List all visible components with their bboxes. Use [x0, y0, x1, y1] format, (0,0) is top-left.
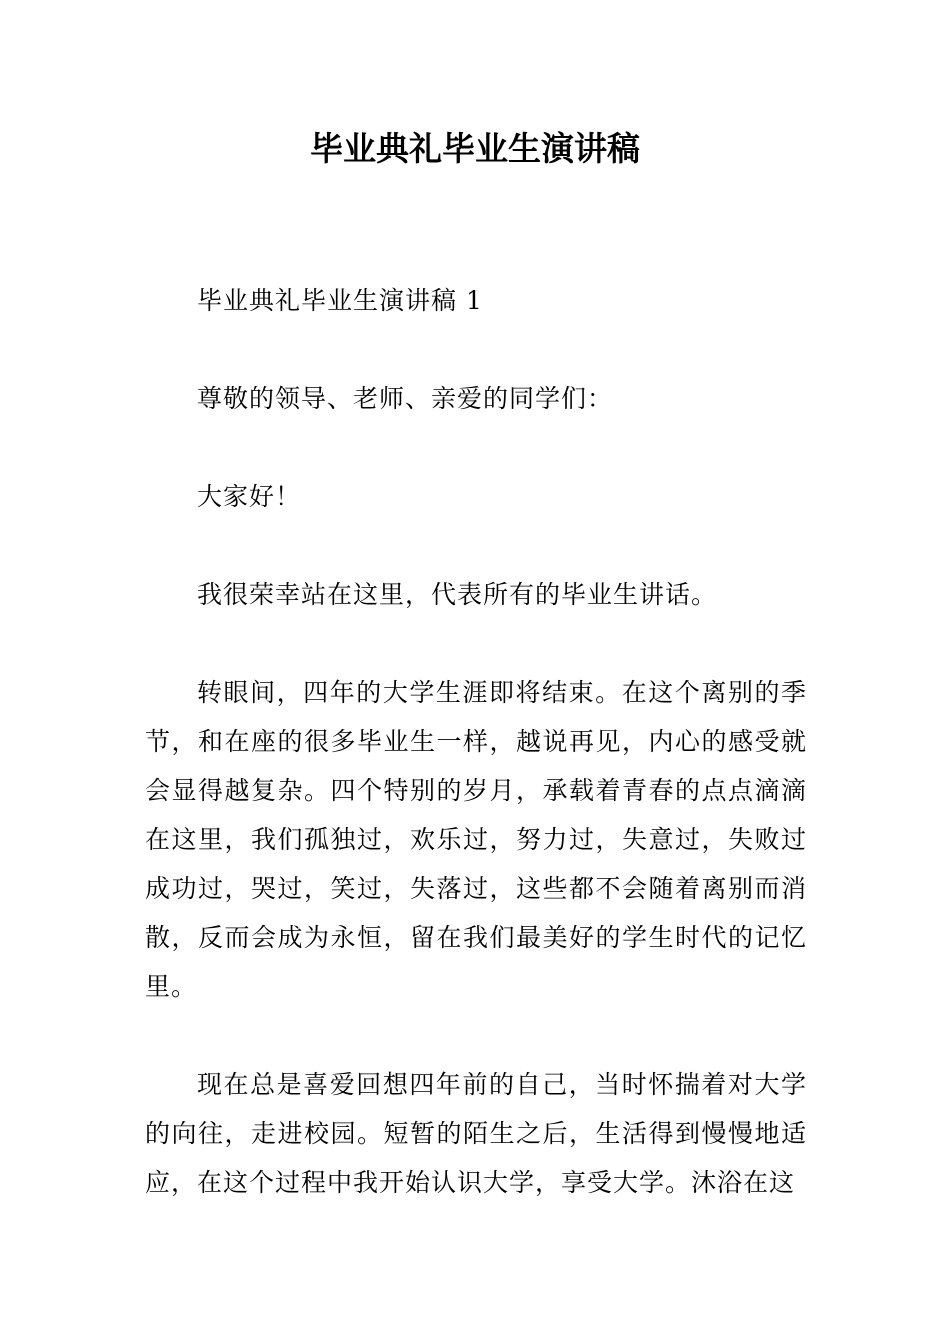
- paragraph-gap: [145, 619, 807, 668]
- intro-paragraph: 我很荣幸站在这里，代表所有的毕业生讲话。: [197, 580, 718, 609]
- body-paragraph-memories: 现在总是喜爱回想四年前的自己，当时怀揣着对大学的向往，走进校园。短暂的陌生之后，生活得到慢慢地适应，在这个过程中我开始认识大学，享受大学。沐浴在这: [145, 1070, 807, 1197]
- paragraph-gap: [145, 1011, 807, 1060]
- paragraph-gap: [145, 325, 807, 374]
- greeting-paragraph: 大家好！: [197, 482, 302, 511]
- body-paragraph-farewell: 转眼间，四年的大学生涯即将结束。在这个离别的季节，和在座的很多毕业生一样，越说再见，内心的感受就会显得越复杂。四个特别的岁月，承载着青春的点点滴滴在这里，我们孤独过，欢乐过，努力过，失意过，失败过成功过，哭过，笑过，失落过，这些都不会随着离别而消散，反而会成为永恒，留在我们最美好的学生时代的记忆里。: [145, 678, 807, 1001]
- paragraph-gap: [145, 423, 807, 472]
- salutation-paragraph: 尊敬的领导、老师、亲爱的同学们：: [197, 384, 614, 413]
- speech-heading: 毕业典礼毕业生演讲稿 1: [197, 286, 483, 315]
- paragraph-gap: [145, 521, 807, 570]
- document-body: [145, 276, 807, 1207]
- document-title: 毕业典礼毕业生演讲稿: [310, 129, 640, 168]
